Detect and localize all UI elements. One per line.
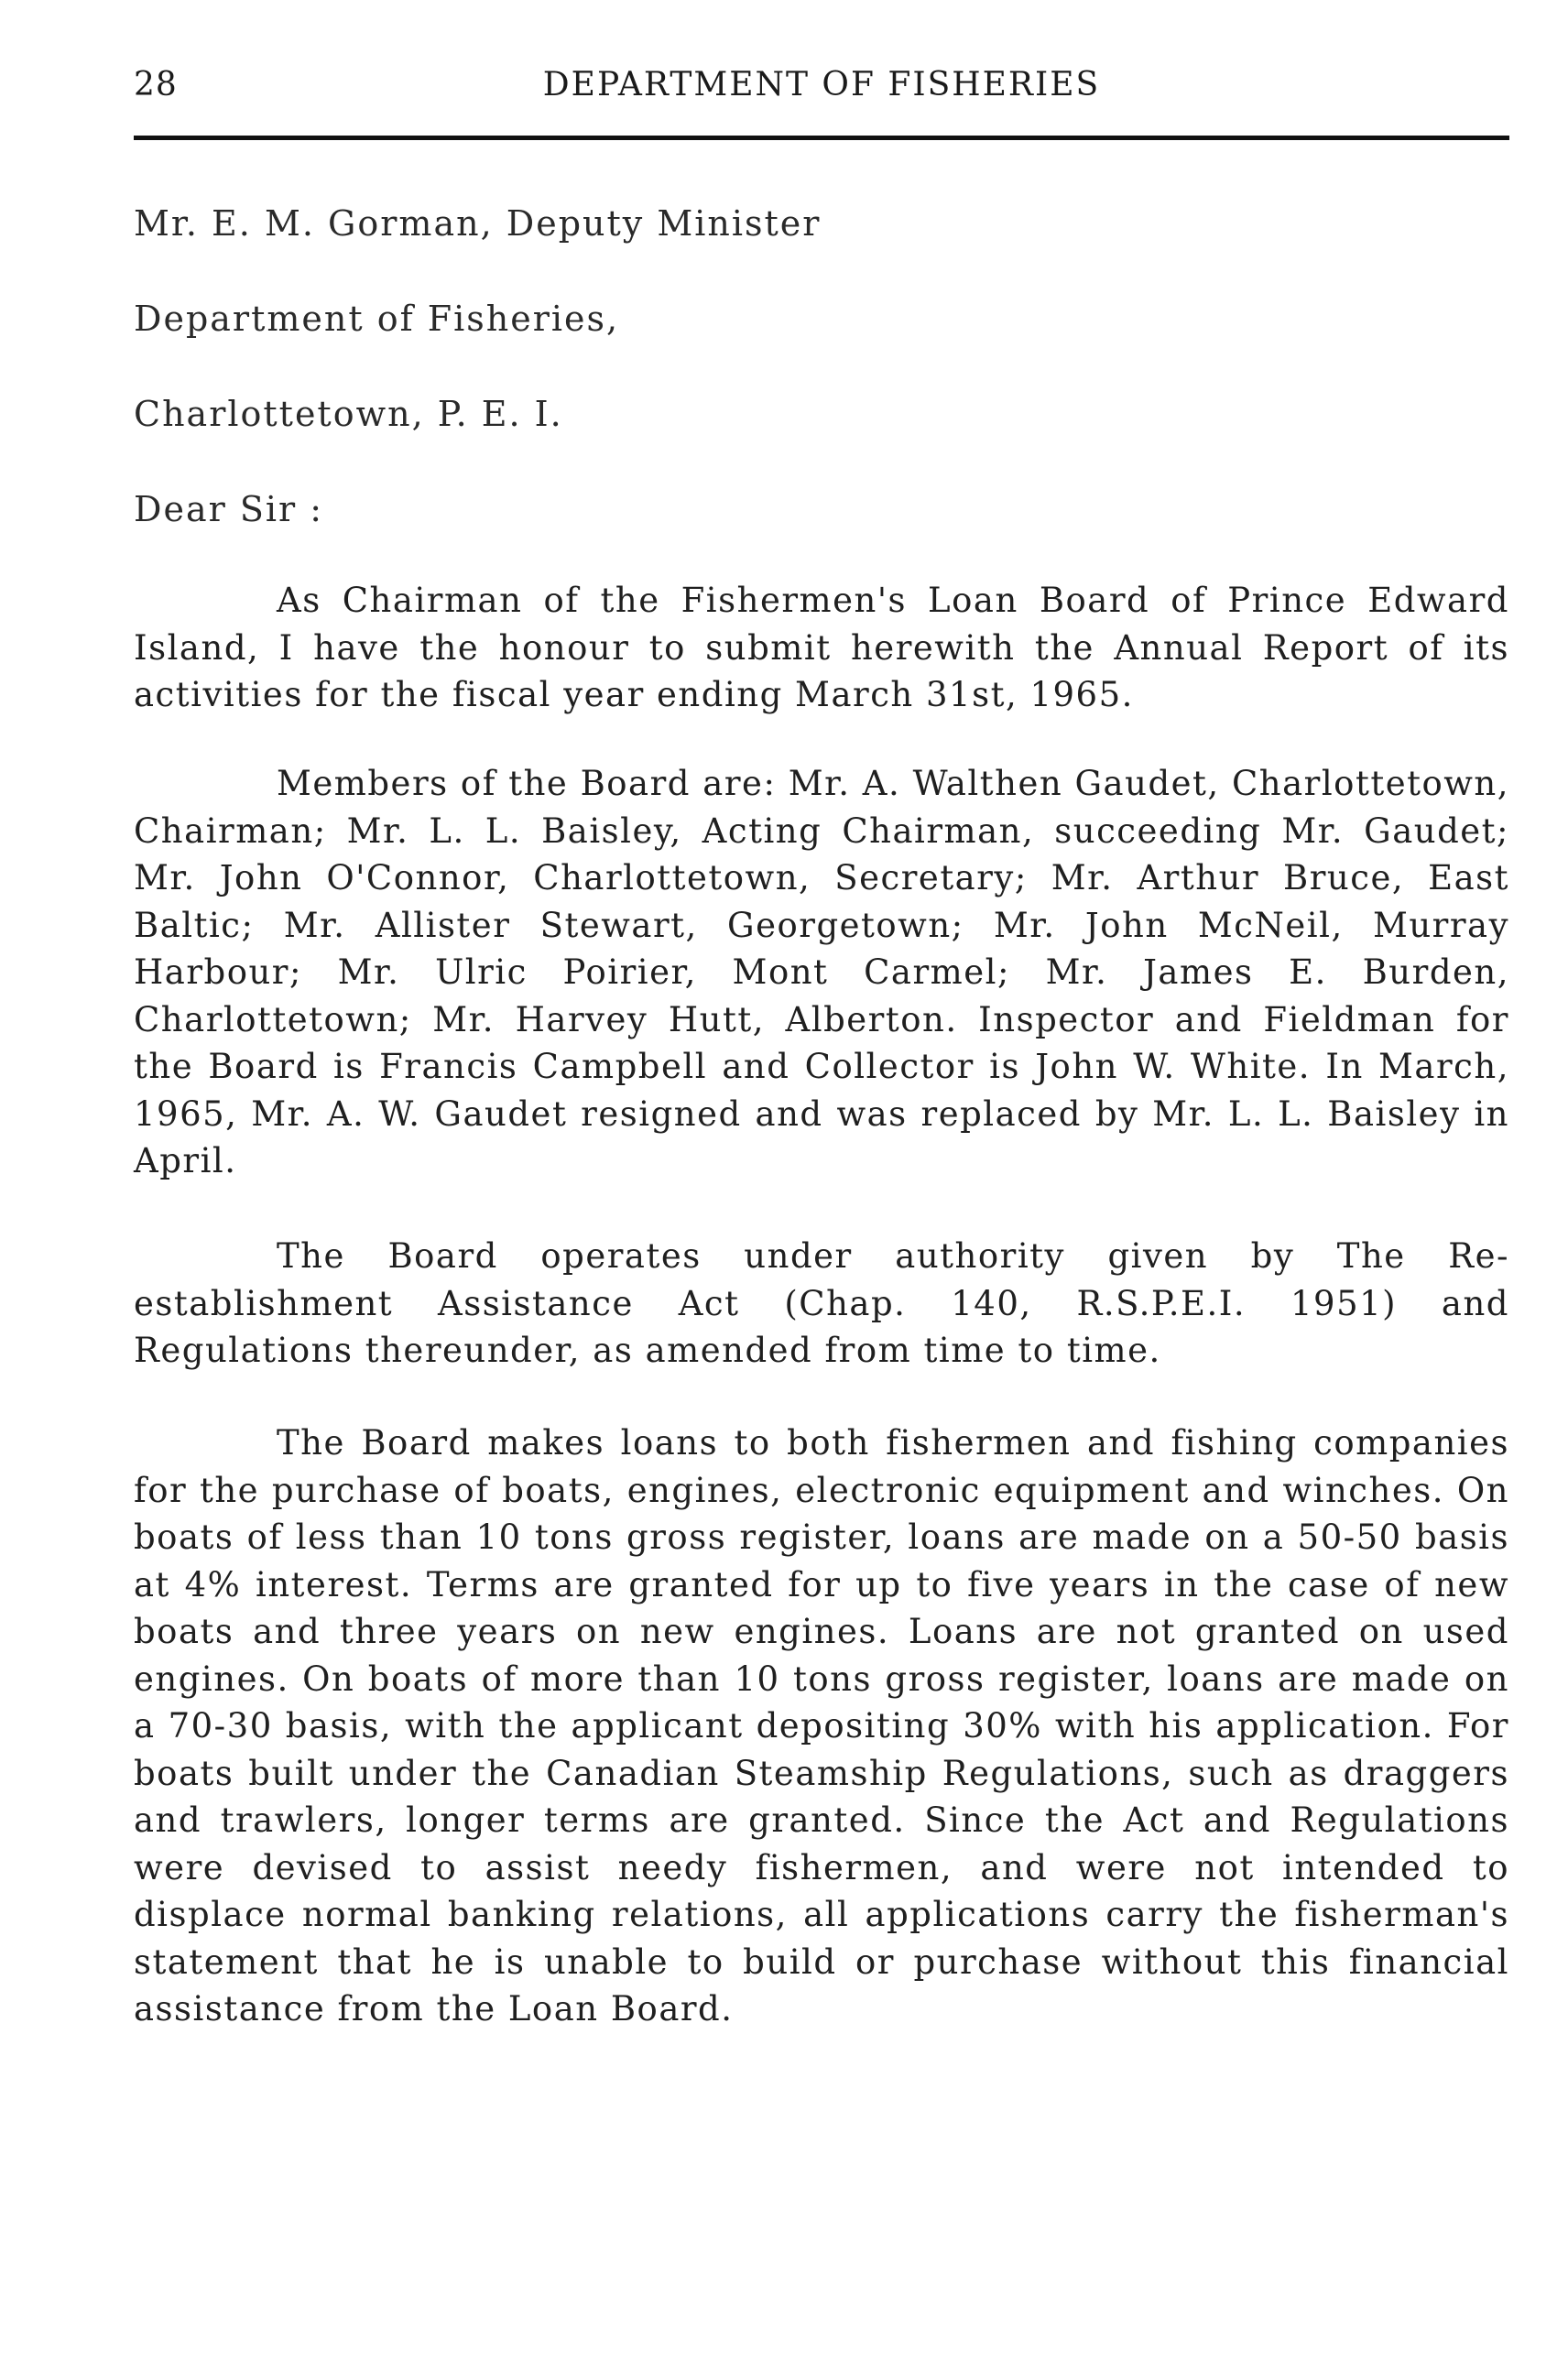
- running-title: DEPARTMENT OF FISHERIES: [542, 66, 1101, 103]
- page-header: [134, 66, 1509, 121]
- paragraph-board-members: Members of the Board are: Mr. A. Walthen Gaudet, Charlottetown, Chairman; Mr. L. L. Baisley, Acting Chairman, succeeding Mr. Gaudet; Mr. John O'Connor, Charlottetown, Secretary; Mr. Arthur Bruce, East Baltic; Mr. Allister Stewart, Georgetown; Mr. John McNeil, Murray Harbour; Mr. Ulric Poirier, Mont Carmel; Mr. James E. Burden, Charlottetown; Mr. Harvey Hutt, Alberton. Inspector and Fieldman for the Board is Francis Campbell and Collector is John W. White. In March, 1965, Mr. A. W. Gaudet resigned and was replaced by Mr. L. L. Baisley in April.: [134, 764, 1509, 1180]
- page-number: 28: [134, 66, 178, 103]
- paragraph-introduction: As Chairman of the Fishermen's Loan Board of Prince Edward Island, I have the honour to submit herewith the Annual Report of its activities for the fiscal year ending March 31st, 1965.: [134, 581, 1509, 714]
- paragraph-authority: The Board operates under authority given by The Re-establishment Assistance Act (Chap. 140, R.S.P.E.I. 1951) and Regulations thereunder, as amended from time to time.: [134, 1236, 1509, 1370]
- salutation: Dear Sir :: [134, 489, 324, 529]
- header-rule: [134, 136, 1509, 140]
- recipient-line: Mr. E. M. Gorman, Deputy Minister: [134, 203, 822, 244]
- city-line: Charlottetown, P. E. I.: [134, 394, 563, 434]
- department-line: Department of Fisheries,: [134, 299, 620, 339]
- paragraph-loans: The Board makes loans to both fishermen and fishing companies for the purchase of boats, engines, electronic equipment and winches. On boats of less than 10 tons gross register, loans are made on a 50-50 basis at 4% interest. Terms are granted for up to five years in the case of new boats and three years on new engines. Loans are not granted on used engines. On boats of more than 10 tons gross register, loans are made on a 70-30 basis, with the applicant depositing 30% with his application. For boats built under the Canadian Steamship Regulations, such as draggers and trawlers, longer terms are granted. Since the Act and Regulations were devised to assist needy fishermen, and were not intended to displace normal banking relations, all applications carry the fisherman's statement that he is unable to build or purchase without this financial assistance from the Loan Board.: [134, 1423, 1509, 2028]
